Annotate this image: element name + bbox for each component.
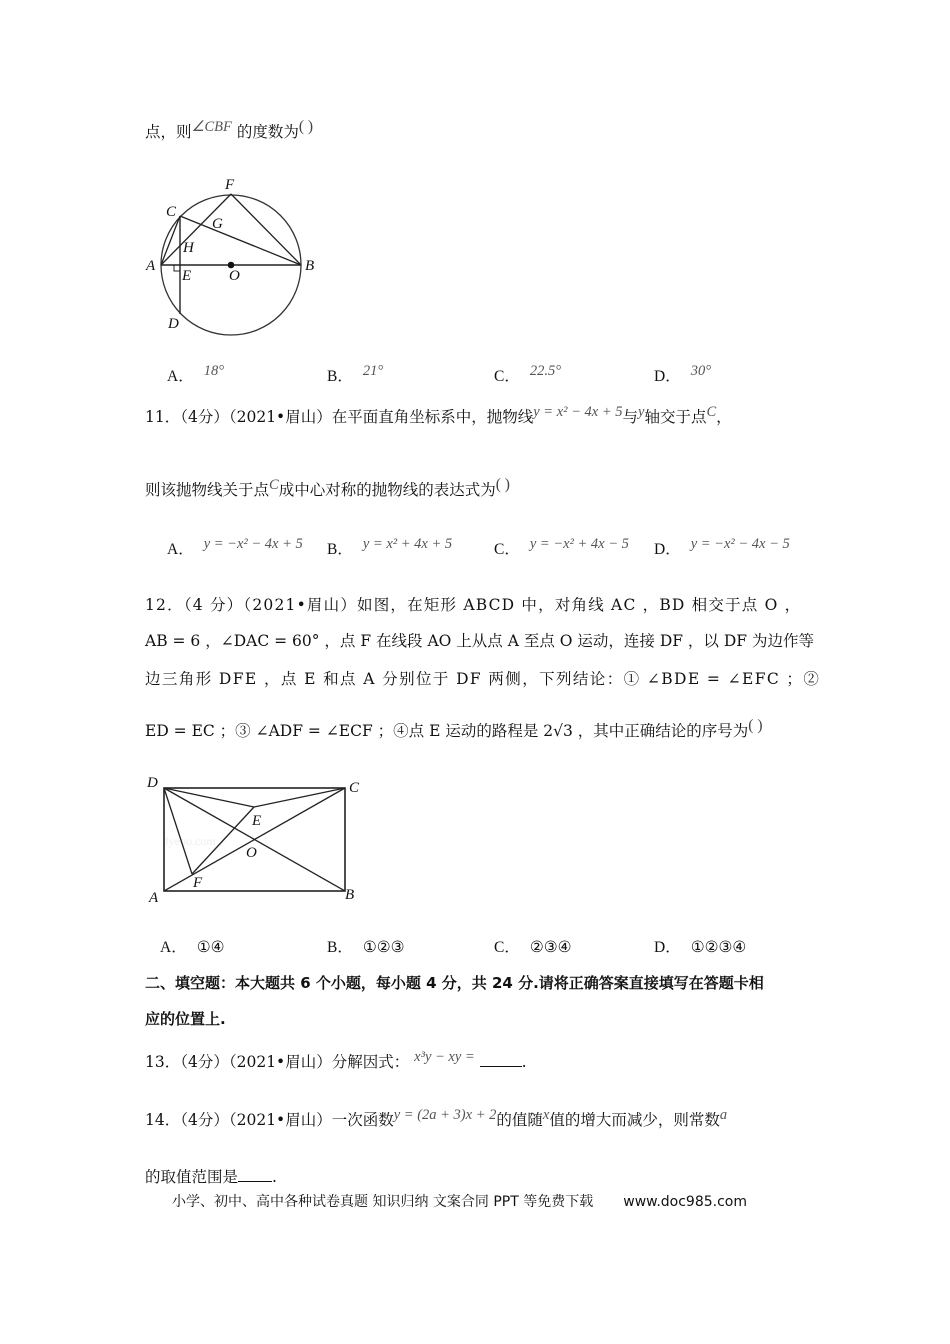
q14-stem-line1: 14．（4分）（2021•眉山）一次函数y = (2a + 3)x + 2的值随x值的增大而减少，则常数a xyxy=(145,1107,728,1129)
label-f: F xyxy=(193,875,203,891)
label-e: E xyxy=(252,813,262,829)
q13-source: （2021•眉山） xyxy=(228,1053,332,1071)
q10-suffix: 的度数为 xyxy=(236,123,299,141)
q11-option-a[interactable]: A． y = −x² − 4x + 5 xyxy=(167,536,303,558)
q12-stem-line2: AB = 6 ，∠DAC = 60° ，点 F 在线段 AO 上从点 A 至点 O 运动，连接 DF ，以 DF 为边作等 xyxy=(145,632,814,650)
q10-option-b[interactable]: B． 21° xyxy=(327,363,384,385)
q11-answer-paren: ( ) xyxy=(495,476,510,493)
q11-option-c[interactable]: C． y = −x² + 4x − 5 xyxy=(494,536,629,558)
q10-stem-tail xyxy=(145,120,313,142)
q14-equation: y = (2a + 3)x + 2 xyxy=(393,1107,497,1123)
q11-stem-line1: 11．（4分）（2021•眉山）在平面直角坐标系中，抛物线y = x² − 4x + 5与y轴交于点C， xyxy=(145,404,732,426)
q11-option-b[interactable]: B． y = x² + 4x + 5 xyxy=(327,536,453,558)
section2-heading-line1: 二、填空题：本大题共 6 个小题，每小题 4 分，共 24 分.请将正确答案直接填写在答题卡相 xyxy=(145,974,764,992)
q12-answer-paren: ( ) xyxy=(748,717,763,734)
q11-score: （4分） xyxy=(180,408,229,426)
label-a: A xyxy=(146,258,156,274)
watermark: Jyeoo.com xyxy=(164,834,216,848)
q11-number: 11． xyxy=(145,408,181,426)
q11-stem-line2: 则该抛物线关于点C成中心对称的抛物线的表达式为( ) xyxy=(145,476,510,499)
q10-option-a[interactable]: A． 18° xyxy=(167,363,225,385)
label-c: C xyxy=(166,204,177,220)
label-b: B xyxy=(305,258,315,274)
footer-url[interactable]: www.doc985.com xyxy=(623,1194,747,1210)
q10-angle: ∠CBF xyxy=(191,119,232,135)
label-d: D xyxy=(147,775,158,791)
q12-number: 12． xyxy=(145,596,184,614)
q14-number: 14． xyxy=(145,1111,181,1129)
q12-option-c[interactable]: C． ②③④ xyxy=(494,938,572,956)
label-c: C xyxy=(349,780,360,796)
label-a: A xyxy=(149,890,159,906)
page-footer xyxy=(172,1191,747,1211)
q10-circle-figure xyxy=(140,170,340,344)
q12-score: （4 分） xyxy=(183,596,244,614)
q11-equation: y = x² − 4x + 5 xyxy=(533,404,623,420)
q10-prefix: 点，则 xyxy=(145,123,192,141)
label-b: B xyxy=(345,887,355,903)
label-h: H xyxy=(183,240,194,256)
q13-number: 13． xyxy=(145,1053,181,1071)
q13-stem: 13．（4分）（2021•眉山）分解因式： x³y − xy = . xyxy=(145,1049,527,1071)
q12-rectangle-figure xyxy=(140,765,380,914)
q10-option-c[interactable]: C． 22.5° xyxy=(494,363,562,385)
q12-stem-line1: 12．（4 分）（2021•眉山）如图，在矩形 ABCD 中，对角线 AC ，BD 相交于点 O ， xyxy=(145,596,802,614)
q12-stem-line3: 边三角形 DFE ，点 E 和点 A 分别位于 DF 两侧，下列结论：① ∠BDE = ∠EFC ；② xyxy=(145,670,821,688)
label-e: E xyxy=(182,268,192,284)
label-o: O xyxy=(246,845,257,861)
q12-option-d[interactable]: D． ①②③④ xyxy=(654,938,747,956)
q12-stem-line4: ED = EC ；③ ∠ADF = ∠ECF ；④点 E 运动的路程是 2√3 ，其中正确结论的序号为( ) xyxy=(145,717,763,740)
label-f: F xyxy=(225,177,235,193)
q11-option-d[interactable]: D． y = −x² − 4x − 5 xyxy=(654,536,790,558)
q13-equation: x³y − xy = xyxy=(414,1049,475,1065)
q10-option-d[interactable]: D． 30° xyxy=(654,363,712,385)
q14-source: （2021•眉山） xyxy=(228,1111,332,1129)
q12-source: （2021•眉山） xyxy=(243,596,358,614)
footer-text: 小学、初中、高中各种试卷真题 知识归纳 文案合同 PPT 等免费下载 xyxy=(172,1194,594,1210)
q14-score: （4分） xyxy=(180,1111,229,1129)
q13-answer-blank[interactable] xyxy=(480,1054,522,1067)
q14-answer-blank[interactable] xyxy=(238,1169,272,1182)
label-o: O xyxy=(229,268,240,284)
q13-score: （4分） xyxy=(180,1053,229,1071)
label-g: G xyxy=(212,216,223,232)
q10-answer-paren: ( ) xyxy=(298,118,314,135)
label-d: D xyxy=(168,316,179,332)
q12-option-b[interactable]: B． ①②③ xyxy=(327,938,405,956)
q14-stem-line2: 的取值范围是 . xyxy=(145,1168,277,1186)
q12-option-a[interactable]: A． ①④ xyxy=(160,938,225,956)
section2-heading-line2: 应的位置上. xyxy=(145,1010,226,1028)
q11-source: （2021•眉山） xyxy=(228,408,332,426)
